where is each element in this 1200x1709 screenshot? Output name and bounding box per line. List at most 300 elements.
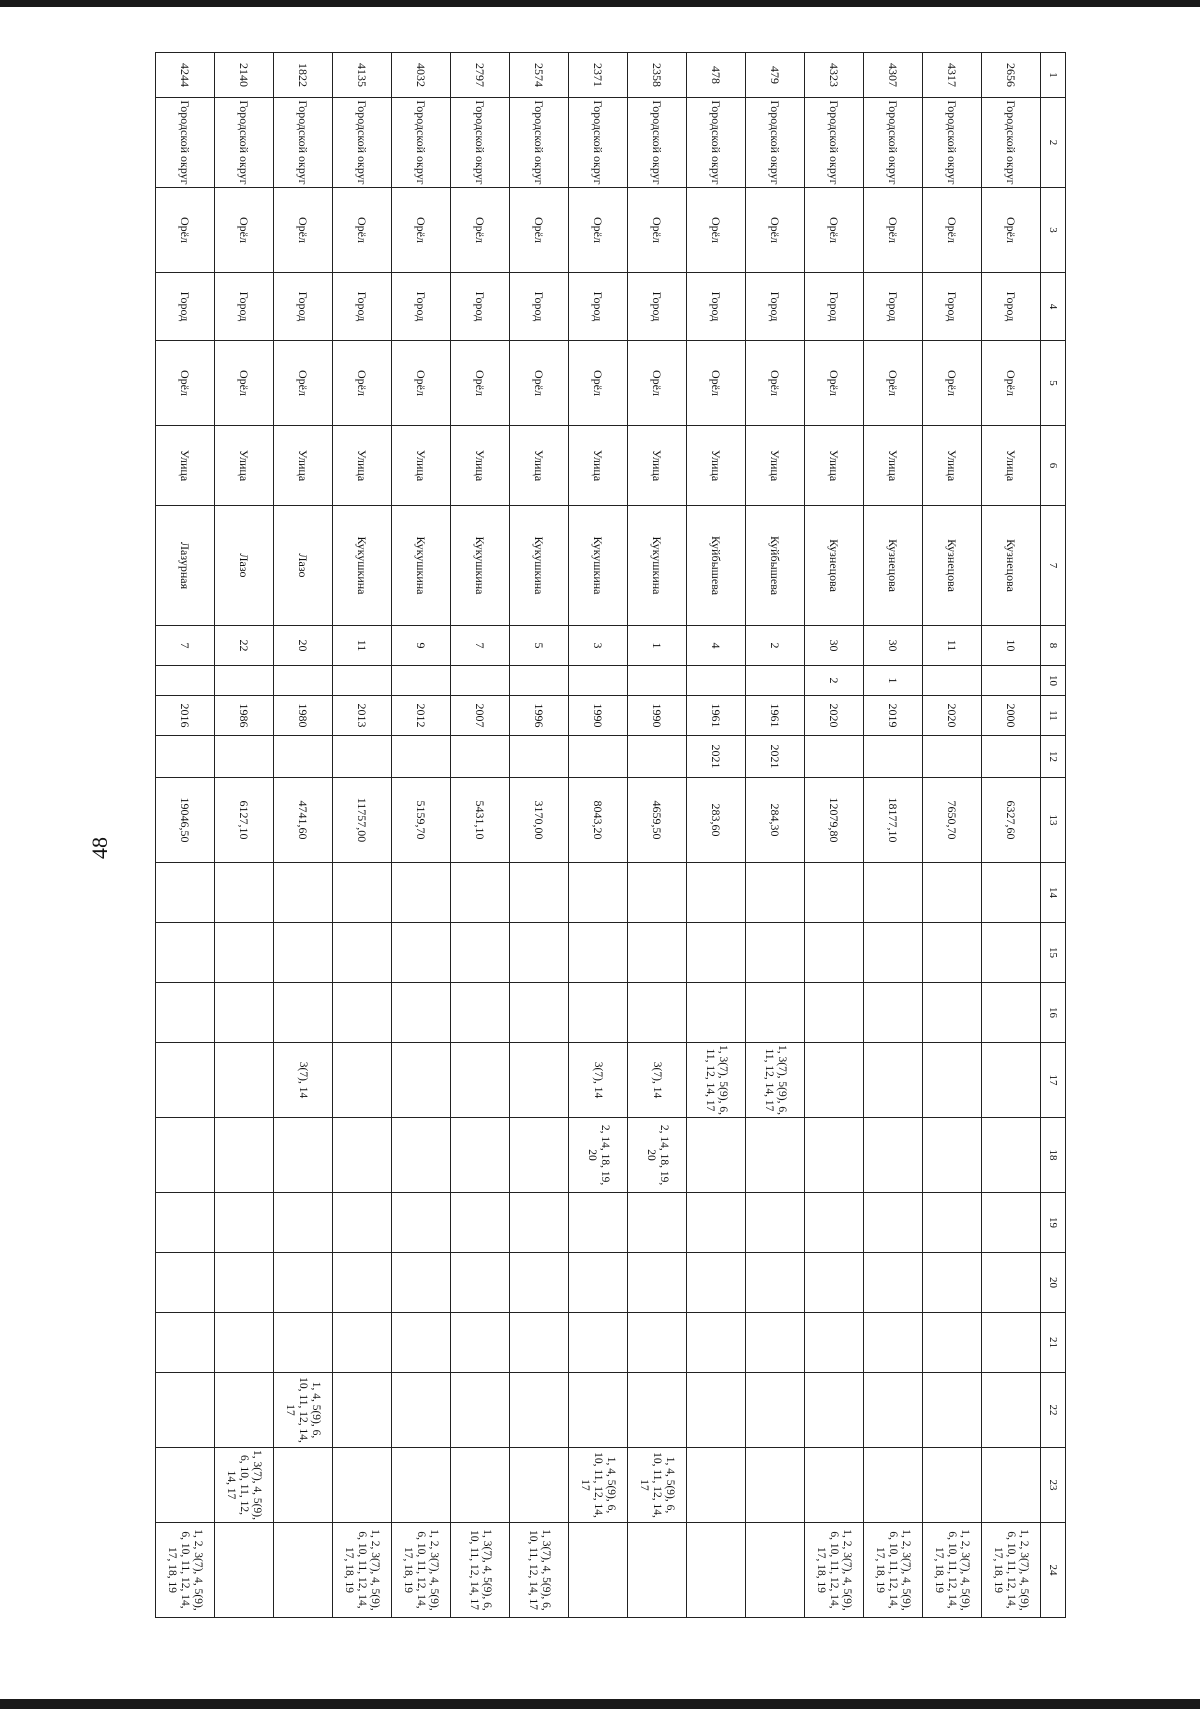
table-cell-col-4: Город — [392, 273, 451, 341]
table-cell-col-20 — [510, 1253, 569, 1313]
table-cell-col-24 — [687, 1523, 746, 1618]
table-cell-col-20 — [746, 1253, 805, 1313]
table-cell-col-18 — [510, 1118, 569, 1193]
table-cell-col-7: Куйбышева — [687, 506, 746, 626]
table-cell-col-3: Орёл — [333, 188, 392, 273]
table-cell-col-11: 1996 — [510, 696, 569, 736]
table-cell-col-20 — [274, 1253, 333, 1313]
table-cell-col-17 — [156, 1043, 215, 1118]
table-cell-col-19 — [628, 1193, 687, 1253]
table-cell-col-16 — [628, 983, 687, 1043]
table-cell-col-19 — [864, 1193, 923, 1253]
table-cell-col-12 — [392, 736, 451, 778]
column-header: 16 — [1041, 983, 1066, 1043]
table-cell-col-22 — [156, 1373, 215, 1448]
table-cell-col-10 — [392, 666, 451, 696]
table-cell-col-8: 30 — [864, 626, 923, 666]
table-cell-col-3: Орёл — [864, 188, 923, 273]
table-cell-col-17 — [215, 1043, 274, 1118]
column-header: 13 — [1041, 778, 1066, 863]
table-cell-col-17 — [923, 1043, 982, 1118]
table-cell-col-14 — [805, 863, 864, 923]
table-cell-col-13: 6127,10 — [215, 778, 274, 863]
table-cell-col-11: 2000 — [982, 696, 1041, 736]
table-cell-col-16 — [333, 983, 392, 1043]
table-cell-col-5: Орёл — [333, 341, 392, 426]
table-row — [274, 53, 333, 1618]
table-cell-col-1: 2797 — [451, 53, 510, 98]
table-cell-col-15 — [156, 923, 215, 983]
table-cell-col-14 — [687, 863, 746, 923]
table-cell-col-23 — [392, 1448, 451, 1523]
table-cell-col-23 — [333, 1448, 392, 1523]
table-cell-col-15 — [746, 923, 805, 983]
table-cell-col-7: Лазо — [274, 506, 333, 626]
table-cell-col-5: Орёл — [569, 341, 628, 426]
table-cell-col-2: Городской округ — [864, 98, 923, 188]
table-cell-col-22 — [628, 1373, 687, 1448]
table-row — [215, 53, 274, 1618]
table-cell-col-24 — [274, 1523, 333, 1618]
table-cell-col-4: Город — [510, 273, 569, 341]
table-cell-col-5: Орёл — [392, 341, 451, 426]
table-cell-col-7: Куйбышева — [746, 506, 805, 626]
table-cell-col-14 — [746, 863, 805, 923]
table-cell-col-24 — [569, 1523, 628, 1618]
table-cell-col-1: 4244 — [156, 53, 215, 98]
table-cell-col-2: Городской округ — [510, 98, 569, 188]
table-cell-col-3: Орёл — [628, 188, 687, 273]
table-cell-col-14 — [333, 863, 392, 923]
table-cell-col-21 — [569, 1313, 628, 1373]
table-cell-col-15 — [333, 923, 392, 983]
table-cell-col-20 — [864, 1253, 923, 1313]
table-cell-col-21 — [628, 1313, 687, 1373]
table-cell-col-1: 2358 — [628, 53, 687, 98]
table-cell-col-12 — [156, 736, 215, 778]
table-cell-col-2: Городской округ — [392, 98, 451, 188]
table-cell-col-21 — [333, 1313, 392, 1373]
table-cell-col-10: 2 — [805, 666, 864, 696]
table-cell-col-10 — [628, 666, 687, 696]
table-cell-col-12: 2021 — [687, 736, 746, 778]
table-cell-col-18 — [215, 1118, 274, 1193]
table-row — [923, 53, 982, 1618]
table-cell-col-14 — [510, 863, 569, 923]
table-cell-col-2: Городской округ — [451, 98, 510, 188]
column-header: 4 — [1041, 273, 1066, 341]
table-cell-col-10 — [451, 666, 510, 696]
table-cell-col-14 — [864, 863, 923, 923]
table-cell-col-18: 2, 14, 18, 19, 20 — [569, 1118, 628, 1193]
table-cell-col-18 — [923, 1118, 982, 1193]
table-cell-col-4: Город — [274, 273, 333, 341]
table-cell-col-4: Город — [923, 273, 982, 341]
table-cell-col-11: 1990 — [628, 696, 687, 736]
table-cell-col-21 — [864, 1313, 923, 1373]
table-cell-col-19 — [333, 1193, 392, 1253]
table-cell-col-17: 1, 3(7), 5(9), 6, 11, 12, 14, 17 — [687, 1043, 746, 1118]
table-cell-col-22 — [333, 1373, 392, 1448]
table-cell-col-13: 5159,70 — [392, 778, 451, 863]
table-cell-col-2: Городской округ — [687, 98, 746, 188]
column-header: 17 — [1041, 1043, 1066, 1118]
table-cell-col-5: Орёл — [215, 341, 274, 426]
table-cell-col-5: Орёл — [864, 341, 923, 426]
table-cell-col-6: Улица — [628, 426, 687, 506]
table-cell-col-4: Город — [451, 273, 510, 341]
table-cell-col-4: Город — [864, 273, 923, 341]
table-cell-col-18 — [805, 1118, 864, 1193]
table-cell-col-11: 2012 — [392, 696, 451, 736]
column-header: 8 — [1041, 626, 1066, 666]
table-row — [982, 53, 1041, 1618]
column-header: 21 — [1041, 1313, 1066, 1373]
column-header: 22 — [1041, 1373, 1066, 1448]
table-cell-col-16 — [569, 983, 628, 1043]
table-cell-col-1: 479 — [746, 53, 805, 98]
table-cell-col-15 — [274, 923, 333, 983]
table-cell-col-10 — [215, 666, 274, 696]
table-cell-col-7: Кузнецова — [982, 506, 1041, 626]
table-row — [510, 53, 569, 1618]
table-cell-col-11: 1961 — [746, 696, 805, 736]
table-cell-col-3: Орёл — [215, 188, 274, 273]
table-cell-col-13: 7650,70 — [923, 778, 982, 863]
table-cell-col-14 — [628, 863, 687, 923]
table-cell-col-17 — [864, 1043, 923, 1118]
table-cell-col-23 — [687, 1448, 746, 1523]
table-cell-col-13: 12079,80 — [805, 778, 864, 863]
table-cell-col-2: Городской округ — [923, 98, 982, 188]
table-cell-col-12 — [510, 736, 569, 778]
table-cell-col-19 — [687, 1193, 746, 1253]
table-cell-col-7: Лазурная — [156, 506, 215, 626]
table-cell-col-12 — [274, 736, 333, 778]
table-cell-col-10 — [982, 666, 1041, 696]
table-cell-col-8: 30 — [805, 626, 864, 666]
column-header: 19 — [1041, 1193, 1066, 1253]
table-cell-col-21 — [510, 1313, 569, 1373]
table-cell-col-7: Кукушкина — [510, 506, 569, 626]
table-cell-col-8: 5 — [510, 626, 569, 666]
table-cell-col-10 — [274, 666, 333, 696]
table-cell-col-11: 2019 — [864, 696, 923, 736]
table-cell-col-13: 284,30 — [746, 778, 805, 863]
table-cell-col-22 — [569, 1373, 628, 1448]
table-cell-col-23: 1, 4, 5(9), 6, 10, 11, 12, 14, 17 — [628, 1448, 687, 1523]
table-cell-col-5: Орёл — [156, 341, 215, 426]
table-cell-col-22 — [982, 1373, 1041, 1448]
table-cell-col-4: Город — [156, 273, 215, 341]
table-cell-col-15 — [392, 923, 451, 983]
table-cell-col-1: 4135 — [333, 53, 392, 98]
table-cell-col-10 — [687, 666, 746, 696]
table-cell-col-8: 1 — [628, 626, 687, 666]
table-cell-col-3: Орёл — [156, 188, 215, 273]
registry-table — [155, 52, 1066, 1618]
table-cell-col-18 — [687, 1118, 746, 1193]
table-cell-col-24: 1, 2, 3(7), 4, 5(9), 6, 10, 11, 12, 14, 17, 18, 19 — [864, 1523, 923, 1618]
table-cell-col-14 — [982, 863, 1041, 923]
table-cell-col-13: 18177,10 — [864, 778, 923, 863]
table-cell-col-19 — [156, 1193, 215, 1253]
table-cell-col-3: Орёл — [392, 188, 451, 273]
table-cell-col-4: Город — [628, 273, 687, 341]
table-cell-col-1: 4307 — [864, 53, 923, 98]
table-cell-col-10 — [333, 666, 392, 696]
table-cell-col-8: 4 — [687, 626, 746, 666]
table-cell-col-20 — [687, 1253, 746, 1313]
table-cell-col-17 — [982, 1043, 1041, 1118]
table-cell-col-19 — [274, 1193, 333, 1253]
table-cell-col-18 — [982, 1118, 1041, 1193]
table-cell-col-8: 9 — [392, 626, 451, 666]
table-cell-col-15 — [510, 923, 569, 983]
table-cell-col-5: Орёл — [451, 341, 510, 426]
column-header: 20 — [1041, 1253, 1066, 1313]
table-cell-col-7: Кузнецова — [923, 506, 982, 626]
table-cell-col-8: 10 — [982, 626, 1041, 666]
table-cell-col-5: Орёл — [510, 341, 569, 426]
table-cell-col-21 — [746, 1313, 805, 1373]
table-cell-col-10 — [746, 666, 805, 696]
table-cell-col-3: Орёл — [805, 188, 864, 273]
table-cell-col-24: 1, 2, 3(7), 4, 5(9), 6, 10, 11, 12, 14, 17, 18, 19 — [156, 1523, 215, 1618]
table-cell-col-12 — [982, 736, 1041, 778]
table-cell-col-23 — [746, 1448, 805, 1523]
table-cell-col-16 — [746, 983, 805, 1043]
table-cell-col-12 — [923, 736, 982, 778]
table-cell-col-21 — [982, 1313, 1041, 1373]
table-cell-col-8: 11 — [923, 626, 982, 666]
table-cell-col-13: 11757,00 — [333, 778, 392, 863]
table-cell-col-23 — [864, 1448, 923, 1523]
column-header: 5 — [1041, 341, 1066, 426]
table-cell-col-11: 1980 — [274, 696, 333, 736]
table-cell-col-13: 3170,00 — [510, 778, 569, 863]
table-cell-col-22 — [215, 1373, 274, 1448]
table-cell-col-18 — [864, 1118, 923, 1193]
column-header: 10 — [1041, 666, 1066, 696]
table-cell-col-23 — [156, 1448, 215, 1523]
table-cell-col-16 — [156, 983, 215, 1043]
table-cell-col-5: Орёл — [746, 341, 805, 426]
table-cell-col-4: Город — [215, 273, 274, 341]
table-cell-col-6: Улица — [923, 426, 982, 506]
table-row — [156, 53, 215, 1618]
table-cell-col-10 — [569, 666, 628, 696]
table-cell-col-15 — [451, 923, 510, 983]
table-cell-col-13: 6327,60 — [982, 778, 1041, 863]
column-header: 2 — [1041, 98, 1066, 188]
table-cell-col-4: Город — [333, 273, 392, 341]
table-cell-col-7: Кукушкина — [569, 506, 628, 626]
table-cell-col-7: Кукушкина — [333, 506, 392, 626]
table-cell-col-1: 4032 — [392, 53, 451, 98]
table-cell-col-20 — [923, 1253, 982, 1313]
table-cell-col-6: Улица — [215, 426, 274, 506]
table-cell-col-6: Улица — [569, 426, 628, 506]
table-cell-col-23 — [982, 1448, 1041, 1523]
header-row — [1041, 53, 1066, 1618]
table-cell-col-1: 2656 — [982, 53, 1041, 98]
table-cell-col-21 — [923, 1313, 982, 1373]
table-cell-col-15 — [923, 923, 982, 983]
table-cell-col-22 — [746, 1373, 805, 1448]
table-cell-col-6: Улица — [746, 426, 805, 506]
table-cell-col-15 — [982, 923, 1041, 983]
table-cell-col-3: Орёл — [687, 188, 746, 273]
table-cell-col-21 — [215, 1313, 274, 1373]
table-cell-col-2: Городской округ — [628, 98, 687, 188]
table-cell-col-8: 7 — [451, 626, 510, 666]
table-cell-col-7: Лазо — [215, 506, 274, 626]
table-cell-col-19 — [451, 1193, 510, 1253]
table-cell-col-5: Орёл — [805, 341, 864, 426]
column-header: 18 — [1041, 1118, 1066, 1193]
table-row — [392, 53, 451, 1618]
table-cell-col-17: 3(7), 14 — [274, 1043, 333, 1118]
table-cell-col-1: 478 — [687, 53, 746, 98]
table-cell-col-16 — [982, 983, 1041, 1043]
table-cell-col-15 — [687, 923, 746, 983]
table-cell-col-20 — [333, 1253, 392, 1313]
table-cell-col-2: Городской округ — [746, 98, 805, 188]
table-cell-col-15 — [864, 923, 923, 983]
table-cell-col-13: 5431,10 — [451, 778, 510, 863]
table-row — [805, 53, 864, 1618]
column-header: 11 — [1041, 696, 1066, 736]
table-cell-col-4: Город — [805, 273, 864, 341]
table-cell-col-8: 11 — [333, 626, 392, 666]
table-cell-col-21 — [392, 1313, 451, 1373]
table-cell-col-24: 1, 2, 3(7), 4, 5(9), 6, 10, 11, 12, 14, 17, 18, 19 — [982, 1523, 1041, 1618]
table-cell-col-1: 4317 — [923, 53, 982, 98]
table-cell-col-7: Кукушкина — [628, 506, 687, 626]
table-cell-col-24: 1, 3(7), 4, 5(9), 6, 10, 11, 12, 14, 17 — [451, 1523, 510, 1618]
table-cell-col-19 — [392, 1193, 451, 1253]
table-cell-col-24: 1, 2, 3(7), 4, 5(9), 6, 10, 11, 12, 14, 17, 18, 19 — [923, 1523, 982, 1618]
table-cell-col-20 — [982, 1253, 1041, 1313]
table-cell-col-19 — [982, 1193, 1041, 1253]
table-cell-col-6: Улица — [687, 426, 746, 506]
table-cell-col-7: Кукушкина — [392, 506, 451, 626]
table-cell-col-22 — [864, 1373, 923, 1448]
table-cell-col-4: Город — [982, 273, 1041, 341]
table-cell-col-23 — [451, 1448, 510, 1523]
table-cell-col-6: Улица — [156, 426, 215, 506]
table-cell-col-11: 2020 — [805, 696, 864, 736]
table-cell-col-16 — [923, 983, 982, 1043]
table-cell-col-21 — [156, 1313, 215, 1373]
column-header: 3 — [1041, 188, 1066, 273]
table-cell-col-8: 2 — [746, 626, 805, 666]
table-cell-col-2: Городской округ — [215, 98, 274, 188]
column-header: 6 — [1041, 426, 1066, 506]
table-cell-col-19 — [746, 1193, 805, 1253]
table-cell-col-20 — [805, 1253, 864, 1313]
table-cell-col-24 — [628, 1523, 687, 1618]
table-cell-col-19 — [510, 1193, 569, 1253]
table-cell-col-6: Улица — [982, 426, 1041, 506]
table-cell-col-12 — [628, 736, 687, 778]
table-cell-col-3: Орёл — [923, 188, 982, 273]
table-cell-col-1: 4323 — [805, 53, 864, 98]
table-cell-col-5: Орёл — [982, 341, 1041, 426]
table-cell-col-6: Улица — [451, 426, 510, 506]
table-cell-col-22 — [510, 1373, 569, 1448]
table-cell-col-13: 8043,20 — [569, 778, 628, 863]
table-cell-col-21 — [805, 1313, 864, 1373]
table-cell-col-17: 3(7), 14 — [628, 1043, 687, 1118]
table-cell-col-7: Кукушкина — [451, 506, 510, 626]
table-cell-col-20 — [451, 1253, 510, 1313]
table-row — [569, 53, 628, 1618]
table-cell-col-22 — [451, 1373, 510, 1448]
table-cell-col-3: Орёл — [451, 188, 510, 273]
table-cell-col-13: 4741,60 — [274, 778, 333, 863]
table-row — [333, 53, 392, 1618]
table-cell-col-6: Улица — [510, 426, 569, 506]
table-cell-col-2: Городской округ — [333, 98, 392, 188]
table-cell-col-11: 2020 — [923, 696, 982, 736]
column-header: 1 — [1041, 53, 1066, 98]
table-cell-col-20 — [156, 1253, 215, 1313]
table-cell-col-17 — [805, 1043, 864, 1118]
table-cell-col-3: Орёл — [569, 188, 628, 273]
table-cell-col-16 — [510, 983, 569, 1043]
table-cell-col-7: Кузнецова — [805, 506, 864, 626]
table-cell-col-1: 2140 — [215, 53, 274, 98]
table-cell-col-18 — [392, 1118, 451, 1193]
table-cell-col-2: Городской округ — [982, 98, 1041, 188]
table-cell-col-16 — [864, 983, 923, 1043]
column-header: 15 — [1041, 923, 1066, 983]
table-cell-col-23: 1, 4, 5(9), 6, 10, 11, 12, 14, 17 — [569, 1448, 628, 1523]
table-cell-col-18: 2, 14, 18, 19, 20 — [628, 1118, 687, 1193]
rotated-sheet — [146, 52, 1066, 1611]
table-cell-col-13: 283,60 — [687, 778, 746, 863]
table-cell-col-6: Улица — [392, 426, 451, 506]
table-cell-col-17: 1, 3(7), 5(9), 6, 11, 12, 14, 17 — [746, 1043, 805, 1118]
table-cell-col-12 — [333, 736, 392, 778]
table-cell-col-4: Город — [569, 273, 628, 341]
table-cell-col-24: 1, 3(7), 4, 5(9), 6, 10, 11, 12, 14, 17 — [510, 1523, 569, 1618]
table-cell-col-22 — [805, 1373, 864, 1448]
table-cell-col-10: 1 — [864, 666, 923, 696]
table-cell-col-16 — [687, 983, 746, 1043]
table-cell-col-8: 3 — [569, 626, 628, 666]
table-cell-col-22 — [392, 1373, 451, 1448]
table-cell-col-3: Орёл — [274, 188, 333, 273]
table-cell-col-12 — [215, 736, 274, 778]
table-cell-col-18 — [746, 1118, 805, 1193]
table-cell-col-18 — [451, 1118, 510, 1193]
table-cell-col-14 — [392, 863, 451, 923]
table-cell-col-19 — [805, 1193, 864, 1253]
table-cell-col-17 — [451, 1043, 510, 1118]
table-cell-col-16 — [805, 983, 864, 1043]
column-header: 24 — [1041, 1523, 1066, 1618]
table-cell-col-20 — [628, 1253, 687, 1313]
table-cell-col-1: 2371 — [569, 53, 628, 98]
table-cell-col-5: Орёл — [628, 341, 687, 426]
table-cell-col-20 — [569, 1253, 628, 1313]
table-cell-col-10 — [923, 666, 982, 696]
table-cell-col-18 — [333, 1118, 392, 1193]
table-cell-col-23 — [510, 1448, 569, 1523]
